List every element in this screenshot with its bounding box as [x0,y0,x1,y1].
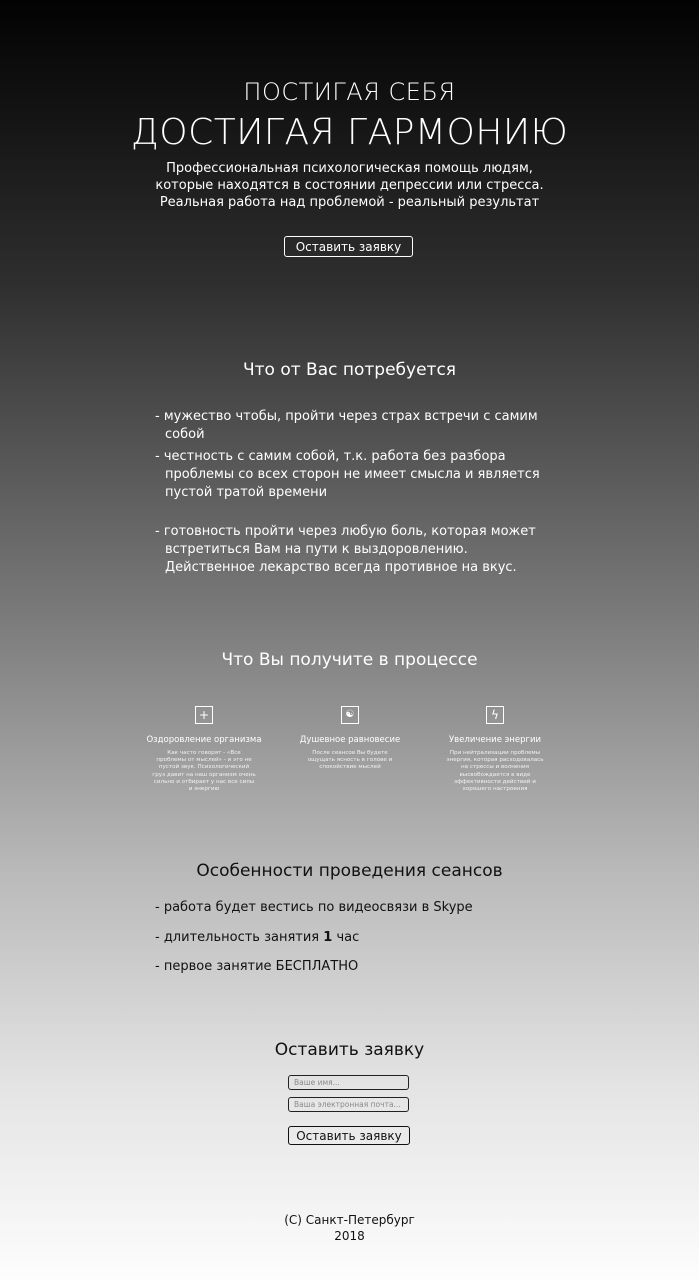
requirement-item [155,448,555,502]
benefit-glyph: + [198,708,210,722]
benefit-description: После сеансов Вы будете ощущать ясность в голове и спокойствие мыслей [307,750,393,771]
requirement-item [155,523,555,577]
benefit-card [425,706,565,793]
name-input[interactable] [288,1075,409,1090]
benefit-heading: Оздоровление организма [146,735,262,745]
requirement-item [155,408,555,444]
benefit-description: Как часто говорят - «Все проблемы от мыслей» - и это не пустой звук. Психологический груз давит на наш организм очень сильно и отбирает у нас все силы и энергию [152,750,256,793]
feature-item: - первое занятие БЕСПЛАТНО [155,959,359,974]
hero-subtitle-line: Реальная работа над проблемой - реальный результат [159,195,540,210]
feature-item: - работа будет вестись по видеосвязи в Skype [155,900,473,915]
benefit-glyph: ☯ [345,709,355,720]
footer-location: (С) Санкт-Петербург [284,1213,415,1227]
hero-request-button[interactable]: Оставить заявку [284,236,413,257]
feature-duration-value: 1 [323,930,333,945]
benefit-description: При нейтрализации проблемы энергия, которая расходовалась на стрессы и волнения высвобождается в виде эффективности действий и хорошего настроения [446,750,544,793]
feature-text: - длительность занятия [155,930,324,945]
benefits-title: Что Вы получите в процессе [221,650,478,670]
feature-text: час [332,930,360,945]
hero-subtitle-line: Профессиональная психологическая помощь людям, [166,161,533,176]
requirement-text: - честность с самим собой, т.к. работа без разбора проблемы со всех сторон не имеет смысла и является пустой тратой времени [155,449,540,500]
hero-subtitle [0,160,699,211]
form-title: Оставить заявку [274,1040,425,1060]
balance-figure-icon [341,706,359,724]
requirement-text: - готовность пройти через любую боль, которая может встретиться Вам на пути к выздоровлению. Действенное лекарство всегда противное на вкус. [155,524,536,575]
feature-item [155,929,575,947]
submit-request-button[interactable]: Оставить заявку [288,1126,410,1145]
benefit-card [134,706,274,793]
requirement-text: - мужество чтобы, пройти через страх встречи с самим собой [155,409,538,442]
benefit-heading: Душевное равновесие [299,735,401,745]
benefit-heading: Увеличение энергии [448,735,541,745]
email-input[interactable] [288,1097,409,1112]
footer-year: 2018 [334,1229,365,1243]
plus-square-icon [195,706,213,724]
hero-title-line2: ДОСТИГАЯ ГАРМОНИЮ [130,112,569,153]
requirements-title: Что от Вас потребуется [242,360,457,380]
hero-subtitle-line: которые находятся в состоянии депрессии или стресса. [155,178,544,193]
hero-title-line1: ПОСТИГАЯ СЕБЯ [243,78,456,106]
lightning-icon [486,706,504,724]
benefit-card [280,706,420,772]
benefit-glyph: ϟ [491,708,499,722]
features-title: Особенности проведения сеансов [196,861,503,881]
